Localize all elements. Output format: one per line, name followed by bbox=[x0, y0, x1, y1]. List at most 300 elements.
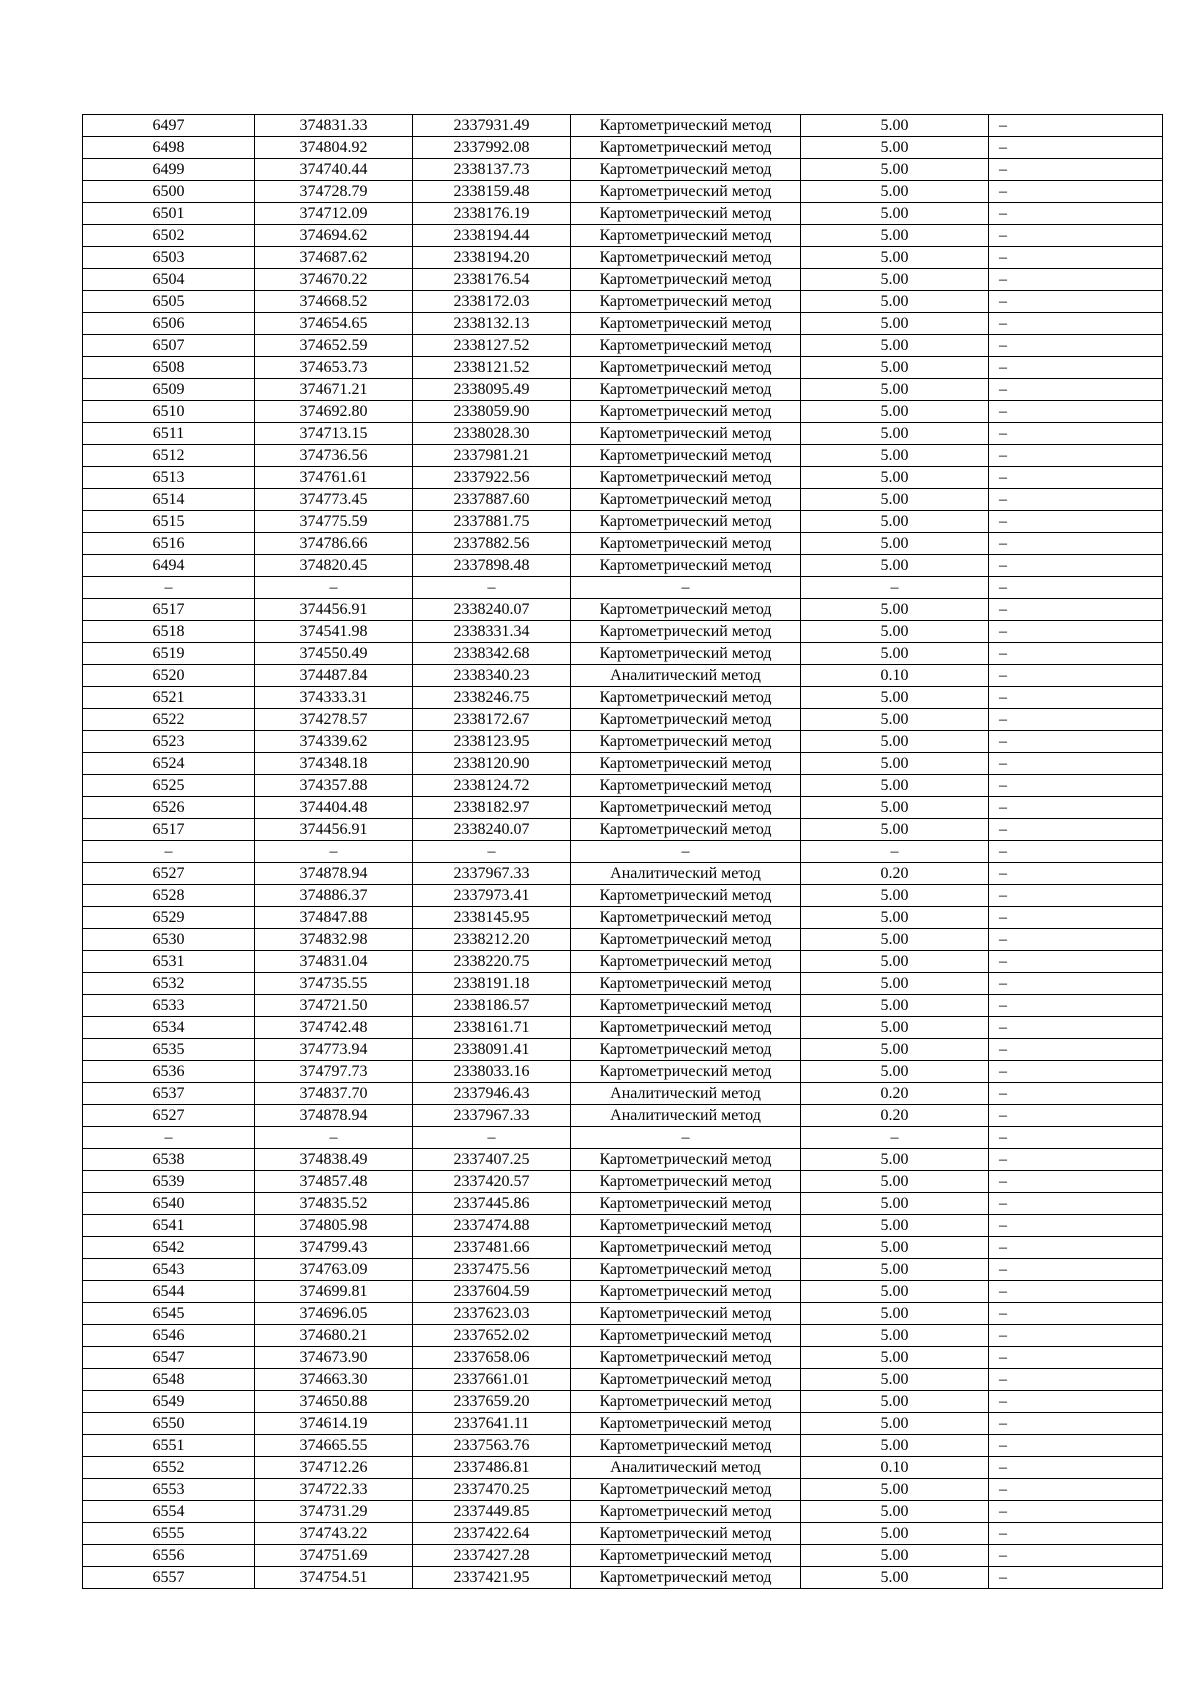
point-number-cell: 6497 bbox=[83, 115, 255, 137]
table-row bbox=[83, 753, 1163, 775]
method-cell: Картометрический метод bbox=[571, 423, 801, 445]
table-row bbox=[83, 1281, 1163, 1303]
note-cell: – bbox=[989, 1171, 1163, 1193]
note-cell: – bbox=[989, 181, 1163, 203]
x-coordinate-cell: 374680.21 bbox=[255, 1325, 413, 1347]
accuracy-cell: 5.00 bbox=[801, 555, 989, 577]
x-coordinate-cell: 374878.94 bbox=[255, 1105, 413, 1127]
x-coordinate-cell: 374740.44 bbox=[255, 159, 413, 181]
accuracy-cell: 5.00 bbox=[801, 1171, 989, 1193]
note-cell: – bbox=[989, 1413, 1163, 1435]
accuracy-cell: 5.00 bbox=[801, 643, 989, 665]
y-coordinate-cell: 2337422.64 bbox=[413, 1523, 571, 1545]
point-number-cell: 6506 bbox=[83, 313, 255, 335]
x-coordinate-cell: 374614.19 bbox=[255, 1413, 413, 1435]
accuracy-cell: 5.00 bbox=[801, 1567, 989, 1589]
method-cell: Картометрический метод bbox=[571, 1259, 801, 1281]
y-coordinate-cell: 2337427.28 bbox=[413, 1545, 571, 1567]
note-cell: – bbox=[989, 621, 1163, 643]
y-coordinate-cell: – bbox=[413, 577, 571, 599]
note-cell: – bbox=[989, 137, 1163, 159]
method-cell: Картометрический метод bbox=[571, 995, 801, 1017]
table-row bbox=[83, 841, 1163, 863]
x-coordinate-cell: 374333.31 bbox=[255, 687, 413, 709]
accuracy-cell: 5.00 bbox=[801, 379, 989, 401]
method-cell: Картометрический метод bbox=[571, 797, 801, 819]
accuracy-cell: 5.00 bbox=[801, 1149, 989, 1171]
accuracy-cell: 5.00 bbox=[801, 313, 989, 335]
point-number-cell: 6544 bbox=[83, 1281, 255, 1303]
y-coordinate-cell: 2337659.20 bbox=[413, 1391, 571, 1413]
y-coordinate-cell: 2338246.75 bbox=[413, 687, 571, 709]
table-row bbox=[83, 489, 1163, 511]
note-cell: – bbox=[989, 115, 1163, 137]
accuracy-cell: 5.00 bbox=[801, 1193, 989, 1215]
table-row bbox=[83, 1501, 1163, 1523]
x-coordinate-cell: 374751.69 bbox=[255, 1545, 413, 1567]
point-number-cell: 6499 bbox=[83, 159, 255, 181]
table-row bbox=[83, 1061, 1163, 1083]
table-row bbox=[83, 951, 1163, 973]
accuracy-cell: 0.10 bbox=[801, 1457, 989, 1479]
method-cell: Картометрический метод bbox=[571, 269, 801, 291]
y-coordinate-cell: 2337421.95 bbox=[413, 1567, 571, 1589]
note-cell: – bbox=[989, 533, 1163, 555]
table-row bbox=[83, 1413, 1163, 1435]
table-row bbox=[83, 1215, 1163, 1237]
y-coordinate-cell: 2338212.20 bbox=[413, 929, 571, 951]
method-cell: Картометрический метод bbox=[571, 599, 801, 621]
note-cell: – bbox=[989, 819, 1163, 841]
y-coordinate-cell: 2338331.34 bbox=[413, 621, 571, 643]
accuracy-cell: 5.00 bbox=[801, 1523, 989, 1545]
accuracy-cell: 5.00 bbox=[801, 511, 989, 533]
point-number-cell: 6549 bbox=[83, 1391, 255, 1413]
point-number-cell: 6498 bbox=[83, 137, 255, 159]
table-row bbox=[83, 599, 1163, 621]
note-cell: – bbox=[989, 885, 1163, 907]
y-coordinate-cell: 2337449.85 bbox=[413, 1501, 571, 1523]
note-cell: – bbox=[989, 599, 1163, 621]
x-coordinate-cell: 374721.50 bbox=[255, 995, 413, 1017]
method-cell: Картометрический метод bbox=[571, 1501, 801, 1523]
x-coordinate-cell: 374712.09 bbox=[255, 203, 413, 225]
note-cell: – bbox=[989, 665, 1163, 687]
accuracy-cell: 5.00 bbox=[801, 1259, 989, 1281]
method-cell: Картометрический метод bbox=[571, 467, 801, 489]
y-coordinate-cell: 2338123.95 bbox=[413, 731, 571, 753]
point-number-cell: 6543 bbox=[83, 1259, 255, 1281]
x-coordinate-cell: 374838.49 bbox=[255, 1149, 413, 1171]
x-coordinate-cell: 374692.80 bbox=[255, 401, 413, 423]
x-coordinate-cell: 374699.81 bbox=[255, 1281, 413, 1303]
accuracy-cell: 5.00 bbox=[801, 1369, 989, 1391]
method-cell: – bbox=[571, 1127, 801, 1149]
note-cell: – bbox=[989, 1501, 1163, 1523]
accuracy-cell: 5.00 bbox=[801, 797, 989, 819]
table-row bbox=[83, 137, 1163, 159]
y-coordinate-cell: 2338033.16 bbox=[413, 1061, 571, 1083]
accuracy-cell: – bbox=[801, 841, 989, 863]
method-cell: Картометрический метод bbox=[571, 313, 801, 335]
table-row bbox=[83, 1479, 1163, 1501]
y-coordinate-cell: 2337973.41 bbox=[413, 885, 571, 907]
method-cell: Картометрический метод bbox=[571, 137, 801, 159]
table-row bbox=[83, 995, 1163, 1017]
point-number-cell: 6553 bbox=[83, 1479, 255, 1501]
table-row bbox=[83, 621, 1163, 643]
y-coordinate-cell: 2338186.57 bbox=[413, 995, 571, 1017]
table-row bbox=[83, 1127, 1163, 1149]
table-row bbox=[83, 1237, 1163, 1259]
method-cell: – bbox=[571, 841, 801, 863]
y-coordinate-cell: 2338194.44 bbox=[413, 225, 571, 247]
accuracy-cell: 5.00 bbox=[801, 159, 989, 181]
method-cell: Картометрический метод bbox=[571, 1523, 801, 1545]
method-cell: Картометрический метод bbox=[571, 291, 801, 313]
table-row bbox=[83, 357, 1163, 379]
x-coordinate-cell: 374456.91 bbox=[255, 599, 413, 621]
note-cell: – bbox=[989, 1435, 1163, 1457]
point-number-cell: 6507 bbox=[83, 335, 255, 357]
point-number-cell: 6517 bbox=[83, 599, 255, 621]
note-cell: – bbox=[989, 1017, 1163, 1039]
table-row bbox=[83, 863, 1163, 885]
accuracy-cell: 5.00 bbox=[801, 1237, 989, 1259]
point-number-cell: 6527 bbox=[83, 863, 255, 885]
table-row bbox=[83, 1347, 1163, 1369]
accuracy-cell: 5.00 bbox=[801, 467, 989, 489]
accuracy-cell: 5.00 bbox=[801, 225, 989, 247]
y-coordinate-cell: 2337992.08 bbox=[413, 137, 571, 159]
x-coordinate-cell: 374673.90 bbox=[255, 1347, 413, 1369]
method-cell: Картометрический метод bbox=[571, 1325, 801, 1347]
x-coordinate-cell: 374831.04 bbox=[255, 951, 413, 973]
method-cell: Картометрический метод bbox=[571, 181, 801, 203]
note-cell: – bbox=[989, 313, 1163, 335]
point-number-cell: 6537 bbox=[83, 1083, 255, 1105]
x-coordinate-cell: 374671.21 bbox=[255, 379, 413, 401]
note-cell: – bbox=[989, 1457, 1163, 1479]
note-cell: – bbox=[989, 1039, 1163, 1061]
method-cell: Картометрический метод bbox=[571, 1567, 801, 1589]
table-row bbox=[83, 1193, 1163, 1215]
method-cell: Картометрический метод bbox=[571, 115, 801, 137]
point-number-cell: 6502 bbox=[83, 225, 255, 247]
table-row bbox=[83, 643, 1163, 665]
point-number-cell: 6545 bbox=[83, 1303, 255, 1325]
point-number-cell: 6551 bbox=[83, 1435, 255, 1457]
table-row bbox=[83, 401, 1163, 423]
note-cell: – bbox=[989, 1237, 1163, 1259]
x-coordinate-cell: – bbox=[255, 1127, 413, 1149]
method-cell: Картометрический метод bbox=[571, 225, 801, 247]
accuracy-cell: 5.00 bbox=[801, 291, 989, 313]
table-row bbox=[83, 1303, 1163, 1325]
accuracy-cell: 0.20 bbox=[801, 1105, 989, 1127]
point-number-cell: 6534 bbox=[83, 1017, 255, 1039]
note-cell: – bbox=[989, 995, 1163, 1017]
table-row bbox=[83, 467, 1163, 489]
note-cell: – bbox=[989, 489, 1163, 511]
note-cell: – bbox=[989, 841, 1163, 863]
note-cell: – bbox=[989, 423, 1163, 445]
table-row bbox=[83, 731, 1163, 753]
accuracy-cell: 5.00 bbox=[801, 1479, 989, 1501]
x-coordinate-cell: 374696.05 bbox=[255, 1303, 413, 1325]
note-cell: – bbox=[989, 973, 1163, 995]
y-coordinate-cell: – bbox=[413, 1127, 571, 1149]
note-cell: – bbox=[989, 203, 1163, 225]
table-row bbox=[83, 533, 1163, 555]
table-row bbox=[83, 181, 1163, 203]
y-coordinate-cell: 2338159.48 bbox=[413, 181, 571, 203]
note-cell: – bbox=[989, 335, 1163, 357]
table-row bbox=[83, 665, 1163, 687]
x-coordinate-cell: 374357.88 bbox=[255, 775, 413, 797]
table-row bbox=[83, 1149, 1163, 1171]
method-cell: Картометрический метод bbox=[571, 973, 801, 995]
note-cell: – bbox=[989, 731, 1163, 753]
method-cell: Картометрический метод bbox=[571, 1237, 801, 1259]
table-row bbox=[83, 555, 1163, 577]
accuracy-cell: 5.00 bbox=[801, 599, 989, 621]
point-number-cell: – bbox=[83, 577, 255, 599]
table-row bbox=[83, 1435, 1163, 1457]
accuracy-cell: 5.00 bbox=[801, 489, 989, 511]
point-number-cell: 6511 bbox=[83, 423, 255, 445]
accuracy-cell: 5.00 bbox=[801, 819, 989, 841]
y-coordinate-cell: 2337658.06 bbox=[413, 1347, 571, 1369]
point-number-cell: 6514 bbox=[83, 489, 255, 511]
method-cell: Картометрический метод bbox=[571, 1479, 801, 1501]
y-coordinate-cell: 2338220.75 bbox=[413, 951, 571, 973]
point-number-cell: 6517 bbox=[83, 819, 255, 841]
accuracy-cell: 5.00 bbox=[801, 621, 989, 643]
y-coordinate-cell: 2337470.25 bbox=[413, 1479, 571, 1501]
y-coordinate-cell: 2337946.43 bbox=[413, 1083, 571, 1105]
x-coordinate-cell: 374653.73 bbox=[255, 357, 413, 379]
accuracy-cell: 5.00 bbox=[801, 181, 989, 203]
method-cell: Картометрический метод bbox=[571, 1369, 801, 1391]
y-coordinate-cell: 2337604.59 bbox=[413, 1281, 571, 1303]
accuracy-cell: 5.00 bbox=[801, 115, 989, 137]
method-cell: Картометрический метод bbox=[571, 555, 801, 577]
point-number-cell: 6530 bbox=[83, 929, 255, 951]
method-cell: Картометрический метод bbox=[571, 247, 801, 269]
y-coordinate-cell: 2337981.21 bbox=[413, 445, 571, 467]
note-cell: – bbox=[989, 797, 1163, 819]
y-coordinate-cell: 2338191.18 bbox=[413, 973, 571, 995]
x-coordinate-cell: 374797.73 bbox=[255, 1061, 413, 1083]
y-coordinate-cell: 2337881.75 bbox=[413, 511, 571, 533]
table-row bbox=[83, 907, 1163, 929]
x-coordinate-cell: 374670.22 bbox=[255, 269, 413, 291]
accuracy-cell: 5.00 bbox=[801, 973, 989, 995]
method-cell: Аналитический метод bbox=[571, 1083, 801, 1105]
point-number-cell: 6523 bbox=[83, 731, 255, 753]
accuracy-cell: 5.00 bbox=[801, 775, 989, 797]
point-number-cell: 6555 bbox=[83, 1523, 255, 1545]
x-coordinate-cell: 374663.30 bbox=[255, 1369, 413, 1391]
x-coordinate-cell: 374832.98 bbox=[255, 929, 413, 951]
table-row bbox=[83, 1391, 1163, 1413]
point-number-cell: 6513 bbox=[83, 467, 255, 489]
accuracy-cell: 5.00 bbox=[801, 247, 989, 269]
point-number-cell: 6547 bbox=[83, 1347, 255, 1369]
y-coordinate-cell: 2338132.13 bbox=[413, 313, 571, 335]
table-row bbox=[83, 1105, 1163, 1127]
note-cell: – bbox=[989, 1083, 1163, 1105]
point-number-cell: 6525 bbox=[83, 775, 255, 797]
table-row bbox=[83, 423, 1163, 445]
point-number-cell: 6556 bbox=[83, 1545, 255, 1567]
x-coordinate-cell: – bbox=[255, 577, 413, 599]
table-row bbox=[83, 445, 1163, 467]
accuracy-cell: 0.20 bbox=[801, 863, 989, 885]
y-coordinate-cell: 2338091.41 bbox=[413, 1039, 571, 1061]
x-coordinate-cell: 374736.56 bbox=[255, 445, 413, 467]
note-cell: – bbox=[989, 753, 1163, 775]
y-coordinate-cell: 2338342.68 bbox=[413, 643, 571, 665]
accuracy-cell: 5.00 bbox=[801, 445, 989, 467]
point-number-cell: 6529 bbox=[83, 907, 255, 929]
x-coordinate-cell: 374743.22 bbox=[255, 1523, 413, 1545]
table-row bbox=[83, 1171, 1163, 1193]
point-number-cell: 6550 bbox=[83, 1413, 255, 1435]
point-number-cell: 6552 bbox=[83, 1457, 255, 1479]
x-coordinate-cell: 374652.59 bbox=[255, 335, 413, 357]
point-number-cell: 6541 bbox=[83, 1215, 255, 1237]
table-row bbox=[83, 247, 1163, 269]
table-row bbox=[83, 379, 1163, 401]
y-coordinate-cell: 2337882.56 bbox=[413, 533, 571, 555]
method-cell: Картометрический метод bbox=[571, 533, 801, 555]
point-number-cell: – bbox=[83, 841, 255, 863]
y-coordinate-cell: 2337481.66 bbox=[413, 1237, 571, 1259]
note-cell: – bbox=[989, 1303, 1163, 1325]
accuracy-cell: 5.00 bbox=[801, 1435, 989, 1457]
method-cell: Картометрический метод bbox=[571, 1215, 801, 1237]
table-row bbox=[83, 973, 1163, 995]
x-coordinate-cell: 374541.98 bbox=[255, 621, 413, 643]
y-coordinate-cell: 2338176.19 bbox=[413, 203, 571, 225]
accuracy-cell: 5.00 bbox=[801, 1303, 989, 1325]
method-cell: Картометрический метод bbox=[571, 489, 801, 511]
method-cell: Картометрический метод bbox=[571, 159, 801, 181]
method-cell: Аналитический метод bbox=[571, 665, 801, 687]
x-coordinate-cell: 374731.29 bbox=[255, 1501, 413, 1523]
point-number-cell: 6510 bbox=[83, 401, 255, 423]
method-cell: Картометрический метод bbox=[571, 1149, 801, 1171]
x-coordinate-cell: 374728.79 bbox=[255, 181, 413, 203]
x-coordinate-cell: 374847.88 bbox=[255, 907, 413, 929]
x-coordinate-cell: 374713.15 bbox=[255, 423, 413, 445]
table-row bbox=[83, 1083, 1163, 1105]
point-number-cell: 6535 bbox=[83, 1039, 255, 1061]
y-coordinate-cell: 2338172.67 bbox=[413, 709, 571, 731]
y-coordinate-cell: 2338137.73 bbox=[413, 159, 571, 181]
y-coordinate-cell: 2338121.52 bbox=[413, 357, 571, 379]
y-coordinate-cell: 2338145.95 bbox=[413, 907, 571, 929]
point-number-cell: 6548 bbox=[83, 1369, 255, 1391]
accuracy-cell: 5.00 bbox=[801, 907, 989, 929]
method-cell: Аналитический метод bbox=[571, 1105, 801, 1127]
y-coordinate-cell: 2337623.03 bbox=[413, 1303, 571, 1325]
y-coordinate-cell: 2337407.25 bbox=[413, 1149, 571, 1171]
x-coordinate-cell: 374348.18 bbox=[255, 753, 413, 775]
x-coordinate-cell: 374735.55 bbox=[255, 973, 413, 995]
method-cell: Картометрический метод bbox=[571, 1347, 801, 1369]
table-row bbox=[83, 775, 1163, 797]
table-row bbox=[83, 687, 1163, 709]
table-row bbox=[83, 1259, 1163, 1281]
x-coordinate-cell: 374654.65 bbox=[255, 313, 413, 335]
x-coordinate-cell: 374712.26 bbox=[255, 1457, 413, 1479]
accuracy-cell: – bbox=[801, 577, 989, 599]
x-coordinate-cell: 374773.94 bbox=[255, 1039, 413, 1061]
point-number-cell: 6518 bbox=[83, 621, 255, 643]
accuracy-cell: 5.00 bbox=[801, 269, 989, 291]
accuracy-cell: 0.20 bbox=[801, 1083, 989, 1105]
x-coordinate-cell: 374665.55 bbox=[255, 1435, 413, 1457]
x-coordinate-cell: 374835.52 bbox=[255, 1193, 413, 1215]
accuracy-cell: 5.00 bbox=[801, 753, 989, 775]
note-cell: – bbox=[989, 401, 1163, 423]
point-number-cell: 6528 bbox=[83, 885, 255, 907]
accuracy-cell: 5.00 bbox=[801, 1325, 989, 1347]
coordinates-table-body bbox=[83, 115, 1163, 1589]
table-row bbox=[83, 1017, 1163, 1039]
point-number-cell: 6508 bbox=[83, 357, 255, 379]
note-cell: – bbox=[989, 1325, 1163, 1347]
x-coordinate-cell: 374487.84 bbox=[255, 665, 413, 687]
point-number-cell: 6509 bbox=[83, 379, 255, 401]
table-row bbox=[83, 1567, 1163, 1589]
method-cell: Картометрический метод bbox=[571, 709, 801, 731]
note-cell: – bbox=[989, 357, 1163, 379]
note-cell: – bbox=[989, 775, 1163, 797]
point-number-cell: 6501 bbox=[83, 203, 255, 225]
x-coordinate-cell: 374550.49 bbox=[255, 643, 413, 665]
table-row bbox=[83, 1523, 1163, 1545]
method-cell: Картометрический метод bbox=[571, 621, 801, 643]
point-number-cell: 6505 bbox=[83, 291, 255, 313]
method-cell: Аналитический метод bbox=[571, 1457, 801, 1479]
point-number-cell: 6532 bbox=[83, 973, 255, 995]
table-row bbox=[83, 225, 1163, 247]
x-coordinate-cell: 374799.43 bbox=[255, 1237, 413, 1259]
method-cell: Аналитический метод bbox=[571, 863, 801, 885]
method-cell: Картометрический метод bbox=[571, 203, 801, 225]
point-number-cell: 6512 bbox=[83, 445, 255, 467]
method-cell: Картометрический метод bbox=[571, 753, 801, 775]
accuracy-cell: 5.00 bbox=[801, 687, 989, 709]
point-number-cell: 6540 bbox=[83, 1193, 255, 1215]
accuracy-cell: 5.00 bbox=[801, 1281, 989, 1303]
note-cell: – bbox=[989, 1479, 1163, 1501]
point-number-cell: 6542 bbox=[83, 1237, 255, 1259]
accuracy-cell: 0.10 bbox=[801, 665, 989, 687]
point-number-cell: 6516 bbox=[83, 533, 255, 555]
x-coordinate-cell: 374820.45 bbox=[255, 555, 413, 577]
point-number-cell: 6527 bbox=[83, 1105, 255, 1127]
y-coordinate-cell: 2338120.90 bbox=[413, 753, 571, 775]
note-cell: – bbox=[989, 1567, 1163, 1589]
table-row bbox=[83, 929, 1163, 951]
y-coordinate-cell: – bbox=[413, 841, 571, 863]
method-cell: Картометрический метод bbox=[571, 907, 801, 929]
